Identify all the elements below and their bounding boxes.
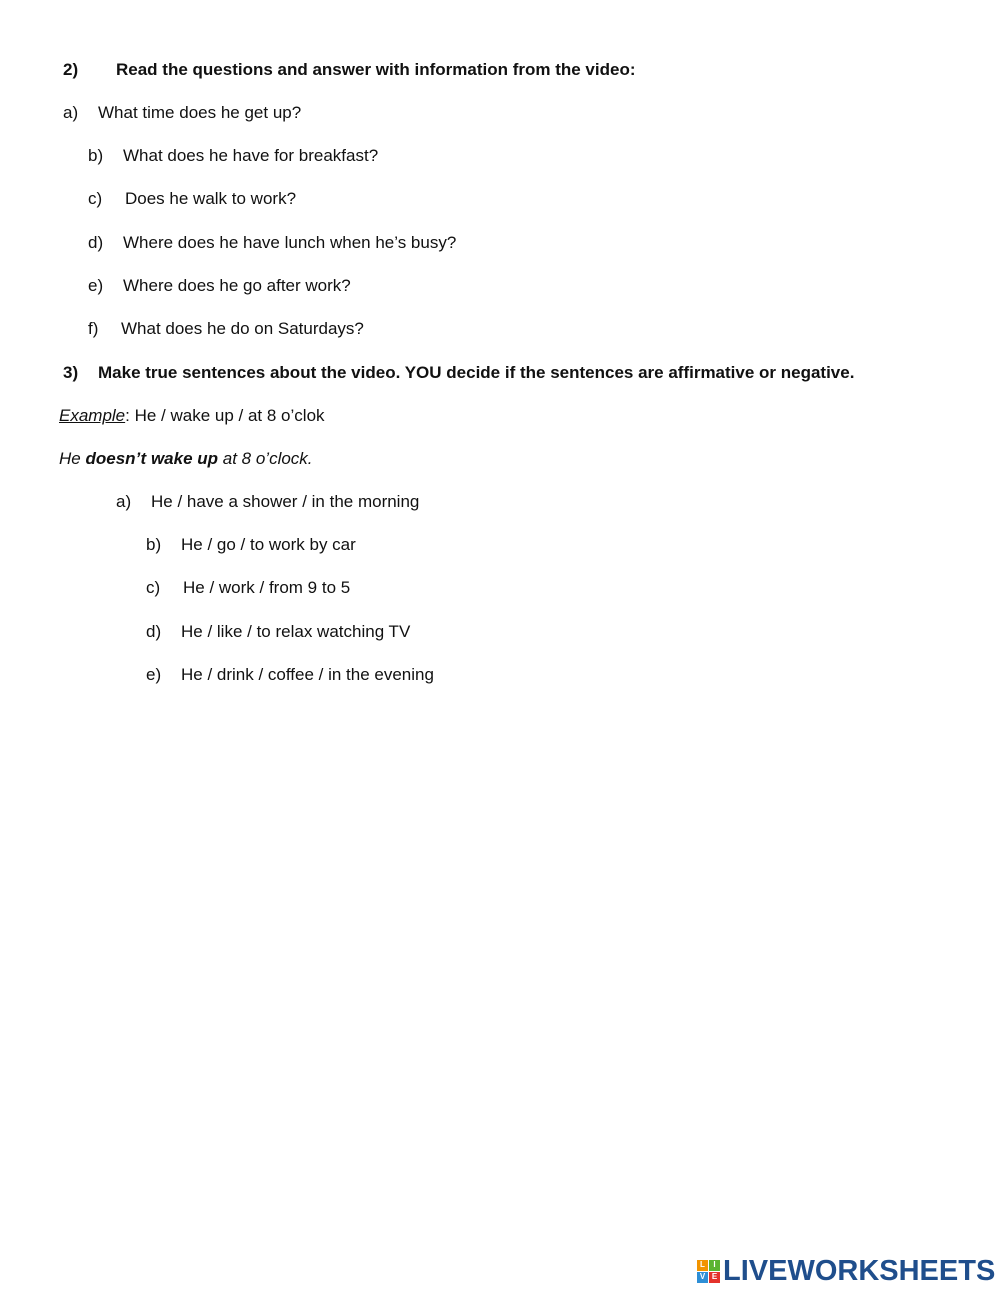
example-answer [59,449,313,469]
section-3-number: 3) [63,363,79,382]
sentence-b [146,535,356,555]
question-a [63,103,301,123]
logo-text: LIVEWORKSHEETS [723,1255,996,1287]
question-text: What does he have for breakfast? [123,146,379,165]
example-prompt-text: : He / wake up / at 8 o’clok [125,406,325,425]
question-text: Where does he have lunch when he’s busy? [123,233,457,252]
sentence-label: c) [146,578,161,597]
logo-tile-l: L [697,1260,708,1271]
question-text: Does he walk to work? [125,189,297,208]
sentence-label: a) [116,492,132,511]
question-label: c) [88,189,103,208]
question-label: a) [63,103,79,122]
question-text: Where does he go after work? [123,276,351,295]
question-label: e) [88,276,104,295]
example-label: Example [59,406,126,425]
example-answer-subject: He [59,449,81,468]
liveworksheets-logo[interactable] [697,1256,995,1286]
sentence-e [146,665,434,685]
sentence-label: b) [146,535,162,554]
section-2-heading [63,60,636,80]
logo-tiles [697,1260,720,1283]
sentence-text: He / work / from 9 to 5 [183,578,351,597]
section-2-number: 2) [63,60,79,79]
logo-tile-e: E [709,1272,720,1283]
example-answer-rest: at 8 o’clock. [222,449,313,468]
question-d [88,233,456,253]
sentence-a [116,492,419,512]
sentence-c [146,578,350,598]
logo-tile-i: I [709,1260,720,1271]
sentence-text: He / have a shower / in the morning [151,492,420,511]
section-2-heading-text: Read the questions and answer with information from the video: [116,60,636,79]
example-answer-verb: doesn’t wake up [85,449,219,468]
sentence-label: e) [146,665,162,684]
section-3-heading-text: Make true sentences about the video. YOU decide if the sentences are affirmative or negative. [98,363,855,382]
question-text: What time does he get up? [98,103,302,122]
sentence-label: d) [146,622,162,641]
question-label: b) [88,146,104,165]
question-text: What does he do on Saturdays? [121,319,364,338]
example-prompt [59,406,325,426]
question-f [88,319,364,339]
question-label: d) [88,233,104,252]
question-e [88,276,351,296]
sentence-d [146,622,410,642]
logo-tile-v: V [697,1272,708,1283]
sentence-text: He / go / to work by car [181,535,356,554]
sentence-text: He / drink / coffee / in the evening [181,665,434,684]
section-3-heading [63,363,854,383]
sentence-text: He / like / to relax watching TV [181,622,411,641]
question-label: f) [88,319,99,338]
question-c [88,189,296,209]
question-b [88,146,378,166]
